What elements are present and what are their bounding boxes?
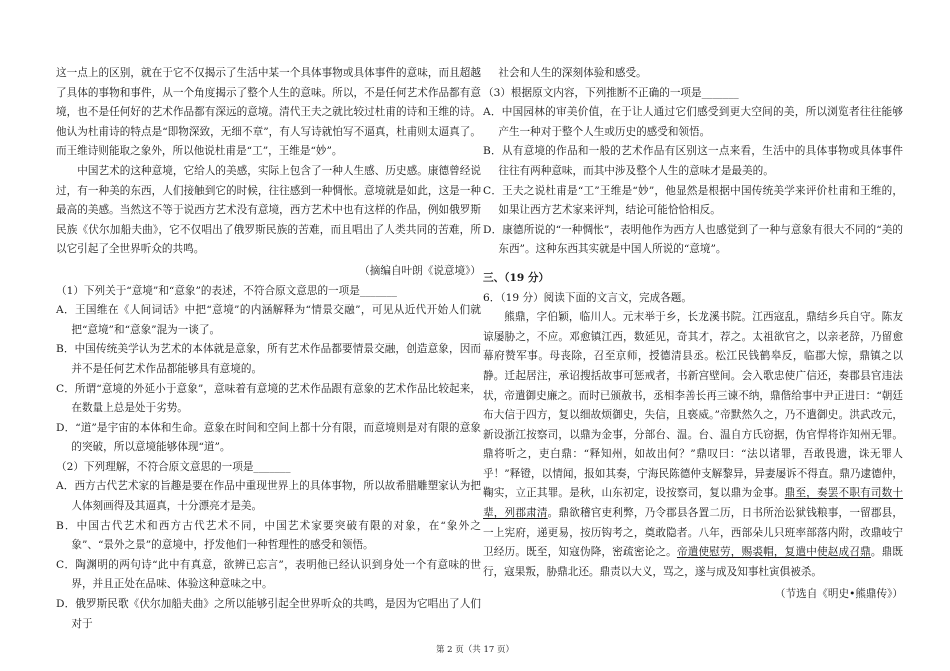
passage-segment: 。鼎欲稽官吏利弊，乃令郡县各置二历，日书所治讼狱钱粮事，一留郡县，一上宪府，递更易，按历钩考之，奠敢隐者。八年，西部朵儿只班率部落内附，改鼎岐宁卫经历。既至，知寇伪降，密疏密论之。 <box>483 507 904 559</box>
passage-source: （节选自《明史•熊鼎传》） <box>774 588 903 601</box>
section-header: 三、（19 分） <box>483 271 550 284</box>
question-3-option-a: A．中国园林的审美价值，在于让人通过它们感受到更大空间的美，所以浏览者往往能够产生一种对于整个人生或历史的感受和领悟。 <box>483 106 903 138</box>
question-2-option-d-continuation: 社会和人生的深刻体验和感受。 <box>498 67 647 79</box>
left-column <box>56 64 481 634</box>
question-3-stem: （3）根据原文内容，下列推断不正确的一项是_______ <box>483 86 739 99</box>
question-2-option-d: D．俄罗斯民歌《伏尔加船夫曲》之所以能够引起全世界听众的共鸣，是因为它唱出了人们对于 <box>56 598 481 630</box>
question-3-option-d: D．康德所说的“一种惆怅”，表明他作为西方人也感觉到了一种与意象有很大不同的“美的东西”。这种东西其实就是中国人所说的“意境”。 <box>483 223 903 256</box>
right-column <box>483 64 903 605</box>
question-2-option-c: C．陶渊明的两句诗“此中有真意，欲辨已忘言”，表明他已经认识到身处一个有意味的世界，并且正处在品味、体验这种意味之中。 <box>56 558 481 591</box>
passage-underlined-sentence-1: 鼎至，奏罢不职有司数十辈，列郡肃清 <box>483 487 904 520</box>
question-1-option-c: C．所谓“意境的外延小于意象”，意味着有意境的艺术作品跟有意象的艺术作品比较起来，在数量上总是处于劣势。 <box>56 382 481 415</box>
passage-segment: 熊鼎，字伯颖，临川人。元末举于乡，长龙溪书院。江西寇乱，鼎结乡兵自守。陈友谅屡胁之，不应。邓愈镇江西，数延见，奇其才，荐之。太祖欲官之，以亲老辞，乃留愈幕府赞军事。母丧除，召至京师，授德清县丞。松江民钱鹤皋反，临郡大惊，鼎镇之以静。迁起居注，承诏搜括故事可惩戒者，书新宫壁间。会入歌忠使广信还，奏郡县官违法状，帝遣御史廉之。而时已颁赦书，丞相李善长再三谏不纳，鼎偕给事中尹正进曰：“朝廷布大信于四方，复以细故烦御史，失信，且亵威。”帝默然久之，乃不遣御史。洪武改元，新设浙江按察司，以鼎为金事，分部台、温。台、温自方氏窃据，伪官悍将诈知州无罪。鼎将听之，吏白鼎：“释知州，如故出何？”鼎叹曰：“法以诸罪，吾敢畏遗，诛无罪人乎！”释镫，以情闻，报如其奏，宁海民陈德仲支解黎异，异妻屡诉不得直。鼎乃逮德仲，鞠实，立正其罪。是秋，山东初定，设按察司，复以鼎为金事。 <box>483 311 903 500</box>
question-1-option-a: A．王国维在《人间词话》中把“意境”的内涵解释为“情景交融”，可见从近代开始人们就把“意境”和“意象”混为一谈了。 <box>56 304 481 336</box>
question-3-option-b: B．从有意境的作品和一般的艺术作品有区别这一点来看，生活中的具体事物或具体事件往往有两种意味，而其中涉及整个人生的意味才是最美的。 <box>483 145 903 177</box>
essay-paragraph-1: 这一点上的区别，就在于它不仅揭示了生活中某一个具体事物或具体事件的意味，而且超越了具体的事物和事件，从一个角度揭示了整个人生的意味。所以，不是任何艺术作品都有意境，也不是任何好的艺术作品都有深远的意境。清代王夫之就比较过杜甫的诗和王维的诗。他认为杜甫诗的特点是“即物深致，无细不章”，有人写诗就怕写不逼真，杜甫则太逼真了。而王维诗则能取之象外，所以他说杜甫是“工”，王维是“妙”。 <box>56 67 481 158</box>
classical-passage <box>483 308 903 582</box>
question-1-option-d: D．“道”是宇宙的本体和生命。意象在时间和空间上都十分有限，而意境则是对有限的意象的突破，所以意境能够体现“道”。 <box>56 421 481 454</box>
question-1-stem: （1）下列关于“意境”和“意象”的表述，不符合原文意思的一项是_______ <box>56 284 397 297</box>
question-2-option-b: B．中国古代艺术和西方古代艺术不同，中国艺术家要突破有限的对象，在“象外之象”、“景外之景”的意境中，抒发他们一种哲理性的感受和领悟。 <box>56 519 481 552</box>
essay-source: （摘编自叶朗《说意境》） <box>359 264 481 277</box>
question-3-option-c: C．王夫之说杜甫是“工”王维是“妙”，他显然是根据中国传统美学来评价杜甫和王维的，如果让西方艺术家来评判，结论可能恰恰相反。 <box>483 184 903 217</box>
passage-underlined-sentence-2: 帝遣使慰劳，赐裘帽，复遣中使赵成召鼎 <box>676 546 871 559</box>
passage-segment: 。鼎既行，寇果叛，胁鼎北还。鼎责以大义，骂之，遂与成及知事杜寅俱被杀。 <box>483 546 904 578</box>
question-2-option-a: A．西方古代艺术家的旨趣是要在作品中重现世界上的具体事物，所以故希腊雕塑家认为把人体刻画得及其逼真，十分漂亮才是美。 <box>56 480 481 513</box>
essay-paragraph-2: 中国艺术的这种意境，它给人的美感，实际上包含了一种人生感、历史感。康德曾经说过，有一种美的东西，人们接触到它的时候，往往感到一种惆怅。意境就是如此，这是一种最高的美感。当然这不等于说西方艺术没有意境，西方艺术中也有这样的作品，例如俄罗斯民族《伏尔加船夫曲》，它不仅唱出了俄罗斯民族的苦难，而且唱出了人类共同的苦难，所以它引起了全世界听众的共鸣。 <box>56 164 481 256</box>
page-footer: 第 2 页（共 17 页） <box>435 645 515 655</box>
question-2-stem: （2）下列理解，不符合原文意思的一项是_______ <box>56 460 291 473</box>
question-6-intro: 6．（19 分）阅读下面的文言文，完成各题。 <box>483 291 692 304</box>
question-1-option-b: B．中国传统美学认为艺术的本体就是意象，所有艺术作品都要情景交融，创造意象，因而并不是任何艺术作品都能够具有意境的。 <box>56 343 481 375</box>
